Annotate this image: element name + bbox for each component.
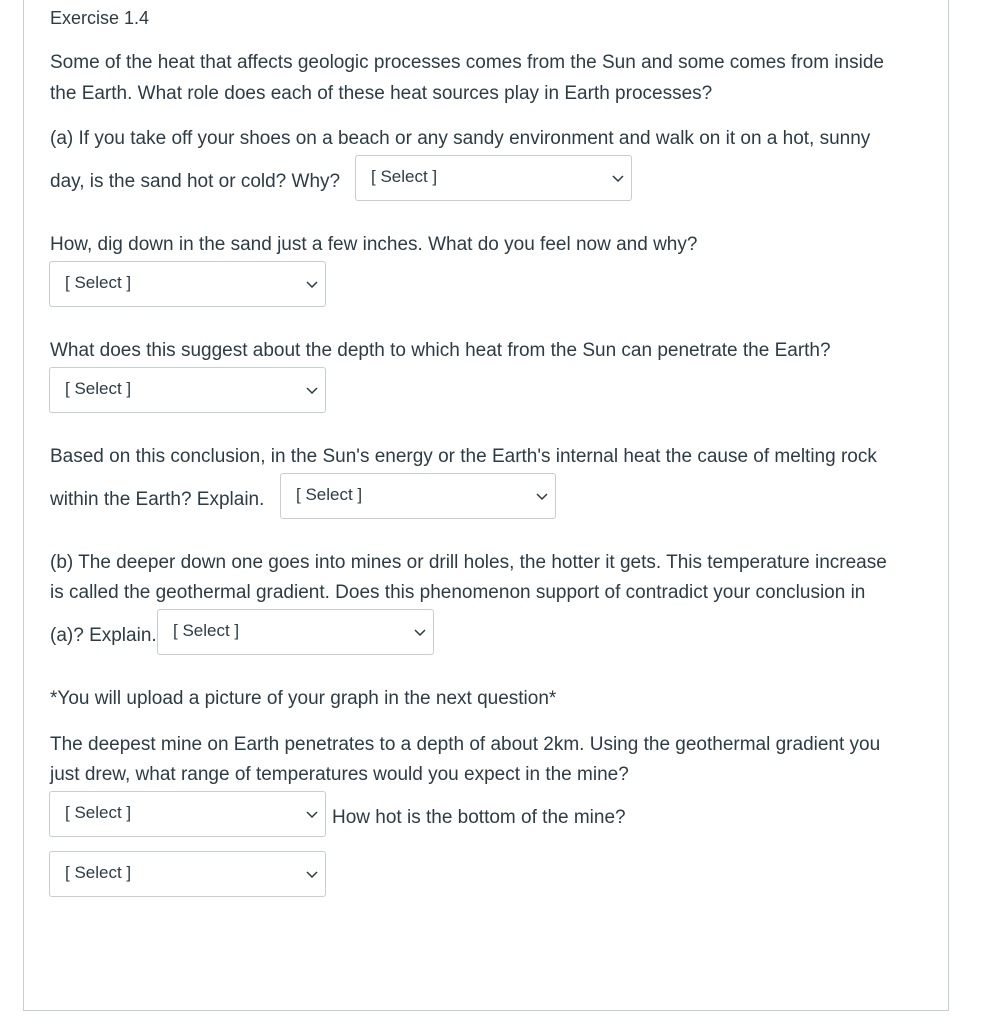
chevron-down-icon — [535, 489, 549, 503]
select-value: [ Select ] — [65, 273, 132, 292]
select-value: [ Select ] — [65, 803, 132, 822]
question-based-line-1: Based on this conclusion, in the Sun's energy or the Earth's internal heat the cause of melting rock — [50, 446, 877, 467]
chevron-down-icon — [305, 383, 319, 397]
question-b-line-1: (b) The deeper down one goes into mines or drill holes, the hotter it gets. This temperature increase — [50, 552, 887, 573]
question-based-line-2: within the Earth? Explain. — [50, 489, 265, 510]
select-value: [ Select ] — [296, 485, 363, 504]
question-b-line-2: is called the geothermal gradient. Does this phenomenon support of contradict your conclusion in — [50, 582, 866, 603]
dig-down-select[interactable] — [49, 261, 326, 307]
select-value: [ Select ] — [173, 621, 240, 640]
exercise-title: Exercise 1.4 — [50, 8, 150, 28]
chevron-down-icon — [611, 171, 625, 185]
question-deep-line-2: just drew, what range of temperatures would you expect in the mine? — [50, 764, 629, 785]
chevron-down-icon — [305, 277, 319, 291]
question-hot-bottom-text: How hot is the bottom of the mine? — [332, 807, 626, 828]
bottom-temperature-select[interactable] — [49, 851, 326, 897]
question-dig-text: How, dig down in the sand just a few inches. What do you feel now and why? — [50, 234, 698, 255]
chevron-down-icon — [305, 867, 319, 881]
select-value: [ Select ] — [371, 167, 438, 186]
select-value: [ Select ] — [65, 379, 132, 398]
sand-hot-cold-select[interactable] — [355, 155, 632, 201]
question-b-line-3: (a)? Explain. — [50, 625, 157, 646]
select-value: [ Select ] — [65, 863, 132, 882]
question-depth-text: What does this suggest about the depth to which heat from the Sun can penetrate the Earth? — [50, 340, 831, 361]
chevron-down-icon — [305, 807, 319, 821]
question-deep-line-1: The deepest mine on Earth penetrates to a depth of about 2km. Using the geothermal gradient you — [50, 734, 881, 755]
upload-note: *You will upload a picture of your graph in the next question* — [50, 688, 557, 709]
gradient-support-select[interactable] — [157, 609, 434, 655]
question-a-line-1: (a) If you take off your shoes on a beach or any sandy environment and walk on it on a hot, sunny — [50, 128, 871, 149]
depth-penetration-select[interactable] — [49, 367, 326, 413]
melting-rock-select[interactable] — [280, 473, 556, 519]
intro-line-1: Some of the heat that affects geologic processes comes from the Sun and some comes from inside — [50, 52, 884, 73]
temperature-range-select[interactable] — [49, 791, 326, 837]
question-a-line-2: day, is the sand hot or cold? Why? — [50, 171, 341, 192]
chevron-down-icon — [413, 625, 427, 639]
intro-line-2: the Earth. What role does each of these heat sources play in Earth processes? — [50, 83, 713, 104]
